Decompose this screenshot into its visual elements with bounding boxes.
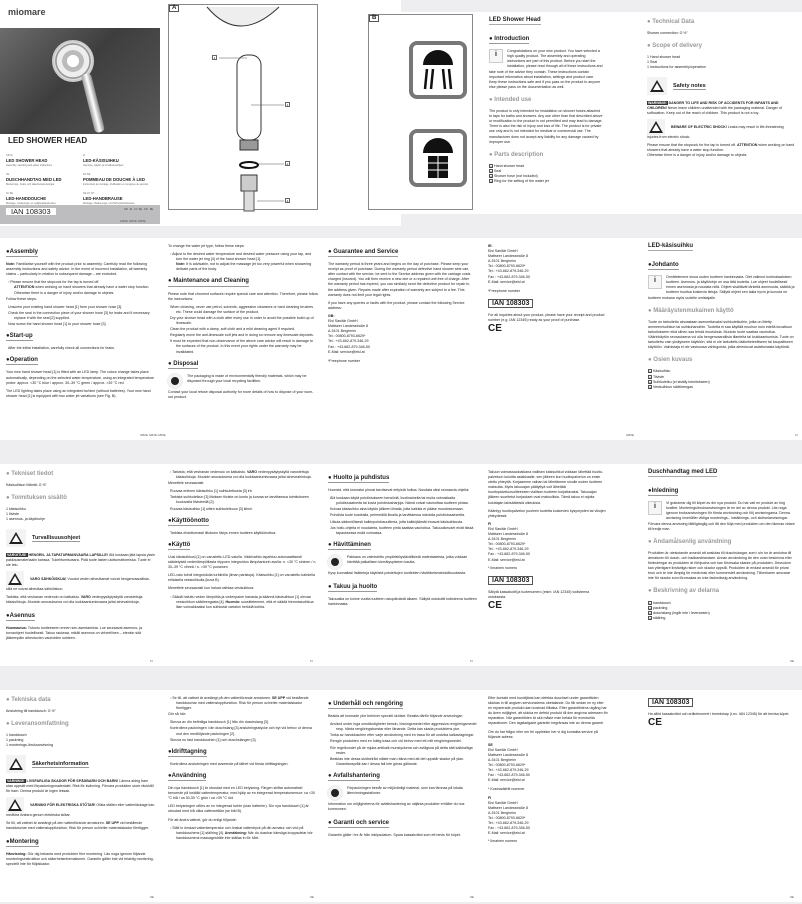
- language-entry: FI LED-KÄSISUIHKU Asennus-, käyttö- ja turvallisuusohjeet: [83, 154, 124, 168]
- language-entry: FR BE POMMEAU DE DOUCHE À LED Instructions de montage, d'utilisation et consignes de sécurité: [83, 173, 149, 187]
- jet-mode-rain: [409, 41, 467, 99]
- recycle-icon: [328, 786, 342, 800]
- heading-parts: ● Parts description: [489, 151, 544, 158]
- heading-guarantee: ● Guarantee and Service: [328, 250, 398, 257]
- jet-mode-massage: [409, 129, 467, 187]
- rain-jet-icon: [413, 45, 463, 95]
- heading-leverans: ● Leveransomfattning: [6, 721, 69, 728]
- heading-kayttoonotto: ●Käyttöönotto: [168, 519, 209, 526]
- info-icon: [648, 275, 662, 289]
- spread-fi: [0, 452, 802, 678]
- heading-avfall: ● Avfallshantering: [328, 774, 380, 781]
- part-item: 4 Ring for the setting of the water jet: [490, 179, 549, 185]
- page-assembly: ●Assembly Note: Familiarise yourself with the product prior to assembly. Carefully read the following assembly instructions and safety advice. In the event of incorrect installation, all warranty claims – particularly in relation to subsequent damage – are excluded. ▫ Please ensure that the stopcock for the tap is turned off. ATTENTION when working on hand showers that already have a water stop function. Otherwise there is a danger of injury and/or damage to objects. Follow these steps: Unscrew your existing hand shower head [1] from your shower hose [3]. Check the seal in the connection piece of your shower hose [3] for leaks and if necessary replace it with the seal [2] supplied. Now screw the hand shower head [1] to your shower hose [3]. ●Start-up After the initial installation, carefully check all connections for leaks. ●Operation Your new hand shower head [1] is fitted with an LED lamp. The colour change takes place automatically, depending on the selected water temperature, using an integrated temperature probe: approx. <30 °C blue / approx. 30–39 °C green / approx. >39 °C red The LED lighting takes place using an integrated turbine (without batteries). Your new hand shower head [1] is equipped with two water jet variations (see Fig. B). To change the water jet type, follow these steps: ▫ Adjust to the desired water temperature and desired water pressure using your tap, and turn the water jet ring [4] of the hand shower head [1]. Note: It is advisable, not to adjust the massage jet too very powerful when showering delicate parts of the body. ● Maintenance and Cleaning Please note that chromed surfaces require special care and attention. Therefore, please follow the instructions: When cleaning, never use petrol, solvents, aggressive cleansers or hard cleaning brushes etc. These could damage the surface of the product. Dry your shower head with a cloth after every use in order to avoid the possible build-up of limescale. Clean the product with a damp, soft cloth and a mild cleaning agent if required. Regularly move the anti-limescale soft jets and in doing so remove any limescale deposits. It must be expected that non-observance of the above care advice will result in damage to the surfaces of the product. In this event your rights under the warranty may be invalidated. ● Disposal The packaging is made of environmentally friendly materials, which may be disposed through your local recycling facilities. Contact your local refuse disposal authority for more details of how to dispose of your worn-out product. GB/IE GB/IE GB/IE: [0, 238, 401, 440]
- heading-huolto: ● Huolto ja puhdistus: [328, 476, 389, 483]
- language-list: [6, 153, 156, 207]
- recycle-icon: [168, 374, 182, 388]
- ian-badge: IAN 108303: [488, 299, 533, 308]
- figure-a: A 4 1 2 3: [168, 4, 318, 210]
- heading-fi-intended: ● Määräystenmukainen käyttö: [648, 307, 734, 314]
- step-item: Check the seal in the connection piece of your shower hose [3] for leaks and if necessary replace it with the seal [2] supplied.: [8, 310, 150, 320]
- heading-toimitus: ● Toimituksen sisältö: [6, 495, 67, 502]
- electric-warning-icon: [8, 573, 22, 585]
- heading-takuu: ● Takuu ja huolto: [328, 585, 377, 592]
- heading-maintenance: ● Maintenance and Cleaning: [168, 279, 249, 286]
- product-title: LED Shower Head: [489, 18, 541, 25]
- heading-garanti: ● Garanti och service: [328, 821, 389, 828]
- address-fi: FI Eisl Sanitär GmbH Mattseer Landesstraße 8 A-5101 Bergheim Tel.: 00800-8793-6629* Tel.: +43-662-879-346-29 Fax : +43-662-879-346-50 E-Mail: service@eisl.at * Ilmainen numero: [488, 795, 530, 844]
- electric-warning-icon: [649, 121, 663, 133]
- tech-safety-column: ● Technical Data Shower connection: G ½" ● Scope of delivery 1 Hand shower head 1 Seal 1 Instructions for assembly/operation Safety notes WARNING! DANGER TO LIFE AND RISK OF ACCIDENTS FOR INFANTS AND CHILDREN! Never leave children unattended with the packaging material. Danger of suffocation. Keep out of the reach of children. This product is not a toy. BEWARE OF ELECTRIC SHOCK! Leaks may result in life-threatening injuries from electric shock. Please ensure that the stopcock for the tap is turned off. ATTENTION when working on hand showers that already have a water stop function. Otherwise there is a danger of injury and/or damage to objects.: [647, 19, 795, 158]
- ian-badge: IAN 108303: [648, 698, 693, 707]
- info-icon: [489, 49, 503, 63]
- electric-warning-icon: [8, 799, 22, 811]
- part-item: 2 Seal: [490, 168, 502, 174]
- heading-montering: ●Montering: [6, 840, 39, 847]
- ce-mark-icon: CE: [488, 323, 502, 335]
- intro-column: LED Shower Head ● Introduction i Congratulations on your new product. You have selected a high quality product. The assembly and operating instructions are part of this product. Before you start the installation, please read through all of these instructions and take note of the advice they contain. These instructions contain important information about installation, settings and product care. Keep these instructions safe and if you pass on the product to anyone else please pass on the documentation as well. ● Intended use The product is only intended for installation on shower hoses attached to taps for baths and showers. Any use other than that described above or modification to the product is not permitted and may lead to damage. There is also the risk of injury and loss of life. The product is for private use only and is not intended for medical or commercial use. The manufacturer does not accept any liability for any damage caused by improper use. ● Parts description 1 Hand shower head 2 Seal 3 Shower hose (not included) 4 Ring for the setting of the water jet: [489, 18, 603, 184]
- heading-se-parts: ● Beskrivning av delarna: [648, 588, 719, 595]
- heading-johdanto: ●Johdanto: [648, 263, 679, 270]
- massage-jet-icon: [413, 133, 463, 183]
- language-entry: SE DUSCHHANDTAG MED LED Monterings-, bruks- och säkerhetsanvisningar: [6, 173, 62, 187]
- pages-fi: ● Tekniset tiedot Käsisuihkun liitäntä: G ½" ● Toimituksen sisältö 1 käsisuihku 1 tiiviste 1 asennus- ja käyttöohje Turvallisuusohjeet VAROITUS! HENGEN- JA TAPATURMANVAARA LAPSILLE! Älä koskaan jätä lapsia yksin pakkausmateriaalin kanssa. Tukehtumisvaara. Pidä tuote lasten ulottumattomissa. Tuote ei ole lelu. VARO SÄHKÖISKUA! Vuodot veden aiheuttamat voivat hengenvaarallisia, sillä ne voivat aiheuttaa sähköiskun. Tarkista, että veshanan vedenulo on katkaistu. VARO vedenpysäytyskyllä varustettuja käsisuihkuja. Muutoin seurauksena voi olla loukkaantumisvaara ja/tai ainevahinkoja. ●Asennus Huomautus: Tutustu tuotteeseen ennen sen asentamista. Lue seuraavat asennus- ja turvaohjeet huolellisesti. Takuu raukeaa, mikäli asennus on virheellinen – etenkin sitä jälkeenpäin aiheutuvien vaurioiden suhteen. ▫ Tarkista, että veshanan vedenulo on katkaistu. VARO vedenpysäytyskyllä varustettuja käsisuihkuja. Muutoin seurauksena voi olla loukkaantumisvaara ja/tai aineveahinkoja. Menettele seuraavasti: Ruuvaa entinen käsisuihku [1] suihkuletkusta [3] irti. Tarkista suihkuletkun [3] liitoksen tiiviste on kunto ja korvaa se tarvittaessa toimitukseen kuuluvalla tiivisteellä [2]. Ruuvaa käsisuihku [1] sitten suihkuletkuun [3] kiinni. ●Käyttöönotto Tarkista ehdottomasti liitoksen tiiviys ennen tuotteen käyttöönottoa. ●Käyttö Uusi käsisuihkusi [1] on varustettu LED-valolla. Väärivaihto tapahtuu automaattisesti säädetyistä vedenlämpötilasta riippuen integroidun lämpöanturin avulla: n. <30 °C sininen / n. 30–39 °C vihreä / n. >39 °C punainen LED-valo toimii integroidulla turbiinilla (ilman paristoja). Käsisuihku [1] on varustettu kahdella erilaisella vesisuihkulla (kuva B). Menettele seuraavasti kun haluat vaihtaa vesisuihkua: ▫ Säädä haluttu veden lämpötila ja vedenpaine hanasta ja käännä käsisuihkun [1] olevaa vesisuihkun säätörengasta [4]. Huomio: suosittelemme, että et säädä hierontasuihkua liian voimakkaaksi kun suihkutat vartalon herkkiä kohtia. ● Huolto ja puhdistus Huomioi, että kromatut pinnat tarvitsevat erityistä hoitoa. Noudata siksi seuraavia ohjeita: Älä koskaan käytä puhdistukseen bensiiniä, liuotinaineita tai muita voimakkaita puhdistusaineita tai kovia puhdistusharjoja. Nämä voivat vaurioittaa tuotteen pintaa. Kuivaa käsisuihku aina käytön jälkeen liinalla, jotta kalkkia ei pääse muodostumaan. Puhdista tuote kostealla, pehmeällä liinalla ja tarvittaessa miedolla puhdistusaineella. Liikuta säännöllisesti kalkinpoistosuuttimia, jotta kalkkijäämät irtoavat käsisuihkusta. Jos hoito-ohjeita ei noudateta, tuotteen pinta saattaa vaurioitua. Takuuoikeudet eivät tässä tapauksessa enää voimassa. ● Hävittäminen Pakkaus on valmistettu ympäristöystävällisistä materiaaleista, jotka voidaan hävittää paikallisen kierrätyspisteen kautta. Kysy kunnaltasi lisätietoja käytöstä poistettujen tuotteiden hävittämismahdollisuuksista. ● Takuu ja huolto Takuuaika on kolme vuotta tuotteen ostopäivästä alkaen. Säilytä ostokuitti todisteena tuotteen hankinnasta. Takuun voimassaoloaikana viallisen käsisuihkut voidaan lähettää huolto-palveluun kuluitta asiakkaalle, sen jälkeen kun huoltopalvelun on ensin otettu yhteyttä. Korjaamme vaihan tai lähetämme sinulle uuden tuotteen maksutta. Myös takuuajan päätyttyä voit lähettää huoltopalveluosoitteeseen viallisen tuotteen korjattavaksi. Takuuajan jälkeen suoritetut korjaukset ovat maksullisia. Tämä takuu ei rajoita kuluttajan lakisääteisiä oikeuksia. Kääntyy huoltopalvelun puoleen tuotetta koskevien kysymysten tai vikojen yhteydessä: FI Eisl Sanitär GmbH Mattseer Landesstraße 8 A-5101 Bergheim Tel.: 00800-8793-6629* Tel.: +43-662-879-346-29 Fax : +43-662-879-346-50 E-Mail: service@eisl.at * Ilmainen numero IAN 108303 Säilytä kassakuitti ja tuotenumero (esim. IAN 12345) todisteena ostoksesta. CE Duschhandtag med LED ●Inledning i Vi gratulerar dig till köpet av din nya produkt. Du har valt en produkt av hög kvalitet. Monterings/bruksanvisningen är en del av denna produkt. Läs noga igenom bruksanvisningen för första användning och följ anvisningarna. Denna anvisning innehåller viktiga monterings-, inställnings- och skötselanvisningar. Förvara denna anvisning lättillgänglig och låt den följa med produkten om den lämnas vidare till tredje man. ● Ändamålsenlig användning Produkten är uteslutande avsedd att anslutas till duschslangar, som i sin tur är anslutna till armaturen till dusch- och badkarsblandare. Annan användning än den ovan beskrivna eller förändringar av produkten är förbjudna och kan förorsaka skador på produkten. Dessutom kan ytterligare livsfarliga risker och skador uppstå. Produkten är endast avsedd för privat bruk och är inte lämplig för medicinsk eller kommersiell användning. Tillverkaren ansvarar inte för skador som förorsakas av icke fackmässig användning. ● Beskrivning av delarna 1 handdusch 2 packning 3 duschslang (ingår inte i leveransen) 4 ställring FI FI FI SE: [0, 464, 802, 666]
- heading-asennus: ●Asennus: [6, 614, 35, 621]
- step-item: Now screw the hand shower head [1] to your shower hose [3].: [8, 322, 107, 327]
- heading-scope: ● Scope of delivery: [647, 43, 702, 50]
- cover-title: LED SHOWER HEAD: [8, 136, 88, 145]
- heading-se-intended: ● Ändamålsenlig användning: [648, 538, 732, 545]
- step-item: Unscrew your existing hand shower head [1] from your shower hose [3].: [8, 304, 123, 309]
- heading-assembly: ●Assembly: [6, 250, 38, 257]
- heading-anvandning: ●Användning: [168, 774, 206, 781]
- heading-havittaminen: ● Hävittäminen: [328, 543, 371, 550]
- ce-mark-icon: CE: [488, 599, 502, 611]
- shower-handle-image: [81, 73, 105, 134]
- info-icon: [648, 501, 662, 515]
- warning-triangle-icon: [650, 80, 664, 92]
- heading-fi-parts: ● Osien kuvaus: [648, 357, 693, 364]
- heading-technical-data: ● Technical Data: [647, 19, 695, 25]
- heading-intended-use: ● Intended use: [489, 96, 532, 103]
- ian-badge: IAN 108303: [488, 576, 533, 585]
- page-intro: [372, 12, 802, 214]
- heading-operation: ●Operation: [6, 358, 38, 365]
- product-photo: [0, 28, 160, 134]
- shower-diagram-icon: [169, 5, 319, 211]
- ian-number: IAN 108303: [6, 208, 56, 215]
- heading-tekniska: ● Tekniska data: [6, 697, 51, 703]
- language-entry: DE AT CH LED-HANDBRAUSE Montage-, Bedienungs- und Sicherheitshinweise: [83, 192, 135, 206]
- heading-kaytto: ●Käyttö: [168, 543, 190, 550]
- spread-gb-2: [0, 226, 802, 452]
- address-fi: FI Eisl Sanitär GmbH Mattseer Landesstraße 8 A-5101 Bergheim Tel.: 00800-8793-6629* Tel.: +43-662-879-346-29 Fax : +43-662-879-346-50 E-Mail: service@eisl.at * Ilmainen numero: [488, 521, 530, 570]
- part-item: 1 Hand shower head: [490, 163, 525, 169]
- heading-tekniset: ● Tekniset tiedot: [6, 471, 54, 477]
- heading-introduction: ● Introduction: [489, 37, 529, 44]
- heading-inledning: ●Inledning: [648, 489, 678, 496]
- brand-logo: miomare: [8, 7, 46, 17]
- parts-list: [489, 164, 603, 184]
- address-ie: IE: Eisl Sanitär GmbH Mattseer Landesstraße 8 A-5101 Bergheim Tel.: 00800-8793-6629* Tel.: +43-662-879-346-29 Fax : +43-662-879-346-50 E-Mail: service@eisl.at *Freephone number: [488, 244, 530, 293]
- recycle-icon: [328, 555, 342, 569]
- heading-idrifttagning: ●Idrifttagning: [168, 750, 207, 757]
- address-se: SE Eisl Sanitär GmbH Mattseer Landesstraße 8 A-5101 Bergheim Tel.: 00800-8793-6629* Tel.: +43-662-879-346-29 Fax : +43-662-879-346-50 E-Mail: service@eisl.at * Kostnadsfritt nummer: [488, 742, 530, 791]
- address-gb: GB: Eisl Sanitär GmbH Mattseer Landesstraße 8 A-5101 Bergheim Tel.: 00800-8793-6629* Tel.: +43-662-879-346-29 Fax : +43-662-879-346-50 E-Mail: service@eisl.at *Freephone number: [328, 313, 370, 363]
- ce-mark-icon: CE: [648, 717, 662, 729]
- spread-cover: [0, 0, 802, 226]
- part-item: 3 Shower hose (not included): [490, 173, 538, 180]
- heading-disposal: ● Disposal: [168, 362, 198, 369]
- heading-underhall: ● Underhåll och rengöring: [328, 702, 403, 709]
- page-guarantee-content: ● Guarantee and Service The warranty period is three years and begins on the day of purchase. Please keep your receipt as proof of purchase. During the warranty period defective hand shower sets can, after contact with the service, be sent to the Service address given with the carriage costs charged (insured). You will then receive a new one or a repaired unit free of charge. After the warranty period has expired, you can similarly send the defective product for repair to the address given. Repairs made after expiration of warranty are subject to a fee. This warranty does not limit your legal rights. If you have any queries or faults with the product, please contact the following Service address: GB: Eisl Sanitär GmbH Mattseer Landesstraße 8 A-5101 Bergheim Tel.: 00800-8793-6629* Tel.: +43-662-879-346-29 Fax : +43-662-879-346-50 E-Mail: service@eisl.at *Freephone number IE: Eisl Sanitär GmbH Mattseer Landesstraße 8 A-5101 Bergheim Tel.: 00800-8793-6629* Tel.: +43-662-879-346-29 Fax : +43-662-879-346-50 E-Mail: service@eisl.at *Freephone number IAN 108303 For all inquiries about your product, please have your receipt and product number (e.g. IAN 12345) ready as your proof of purchase. CE LED-käsisuihku ●Johdanto i Onnittelemme sinua uuden tuotteen hankinnasta. Olet valinnut korkealaatuisen tuotteen. Asennus- ja käyttöohje on osa tätä tuotetta. Lue ohjeet huolellisesti ennen asennusta ja noudata niitä. Ohjeet sisältävät tärkeitä asennusta, säätöä ja tuotteen huoltoa koskevia tietoja. Säilytä ohjeet sen takia hyvin ja luovuta ne tuotteen mukana myös uudelle omistajalle. ● Määräystenmukainen käyttö Tuote on tarkoitettu ainoastaan asennettavaksi suihkuletkuihin, jotka on liitetty ammeen/suihkun tai suihkuhanoihin. Tuotetta ei saa käyttää muuhun kuin edellä kuvattuun tarkoitukseen eikä siihen saa tehdä muutoksia. Muutoin tuote saattaa vaurioitua. Väärinkäytön seurauksena voi olla hengenvaarallisia tilanteita tai loukkaantumisia. Tuote on tarkoitettu vain yksityiseen käyttöön, sitä ei ole tarkoitettu lääketieteelliseen tai kaupalliseen käyttöön. Valmistaja ei ole vastuussa vahingoista, jotka aiheutuvat asiattomasta käytöstä. ● Osien kuvaus 1 Käsisuihku 2 Tiiviste 3 Suihkuletku (ei sisälly toimitukseen) 4 Vesisuihkun säätörengas GB/IE FI: [326, 238, 802, 440]
- country-codes: GB · IE · FI / SE · FR · BE: [124, 208, 154, 211]
- warning-triangle-icon: [9, 758, 23, 770]
- language-entry: GB IE LED SHOWER HEAD Assembly, operating and safety instructions: [6, 154, 52, 168]
- figure-b: B: [368, 14, 473, 210]
- warning-triangle-icon: [9, 532, 23, 544]
- language-entry: NL BE LED-HANDDOUCHE Montage-, bedienings- en veiligheidsinstructies: [6, 192, 56, 206]
- spread-se: [0, 678, 802, 904]
- cover-page: miomare LED SHOWER HEAD GB IE LED SHOWER HEAD Assembly, operating and safety instructions FI LED-KÄSISUIHKU Asennus-, käyttö- ja turvallisuusohjeet SE DUSCHHANDTAG MED LED Monterings-, bruks- och säkerhetsanvisningar FR BE POMMEAU DE DOUCHE À LED Instructions de montage, d'utilisation et consignes de sécurité NL BE LED-HANDDOUCHE Montage-, bedienings- en veiligheidsinstructies DE AT CH LED-HANDBRAUSE Montage-, Bedienungs- und Sicherheitshinweise IAN 108303 GB · IE · FI / SE · FR · BE A 4 1 2 3 GB/IE GB/IE GB/IE: [0, 0, 401, 226]
- heading-startup: ●Start-up: [6, 334, 33, 341]
- pages-se: ● Tekniska data Anslutning till handdusch: G ½" ● Leveransomfattning 1 handdusch 1 packning 1 monterings-/bruksanvisning Säkerhetsinformation VARNING! LIVSFARLIGA SKADOR FÖR SPÄDBARN OCH BARN! Lämna aldrig barn utan uppsikt med förpackningsmaterialet. Risk för kvävning. Förvara produkten utom räckhåll för barn. Denna produkt är ingen leksak. VARNING FÖR ELEKTRISKA STÖTAR! Otäta ställen eller vattenläckage kan medföra livsfara genom elektriska stötar. Se till, att vattnet är avstängt på den vattenförande armaturen. SE UPP vid bestående handduschar med vattenstoppfunktion. Risk för person och/eller materialskador föreligger. ●Montering Hänvisning: Gör dig bekanta med produkten före montering. Läs noga igenom följande monteringsinstruktion och säkerhetsinformationen. Garantin gäller inte vid felaktig montering, speciellt inte för följdskador. ▫ Se till, att vattnet är avstängt på den vattenförande armaturen. SE UPP vid bestående handduschar med vattenstoppfunktion. Risk för person och/eller materialskador föreligger. Gör så här: Skruva av din befintliga handdusch [1] från din duschslang [3]. Kontrollera packningen i din duschslang [3] anslutningsstycke och byt vid behov ut denna mot den medföljande packningen [2]. Skruva nu fast handduschen [1] och duschslangen [3]. ●Idrifttagning Kontrollera anslutningen med avseende på täthet vid första idrifttagningen. ●Användning Din nya handdusch [1] är utrustad med en LED belysning. Färgen skiftar automatiskt beroende på inställd vattentemperatur, med hjälp av en integrerad temperatursensor: ca <30 °C blå / ca 30-39 °C grön / ca >39 °C röd LED belysningen utförs av en integrerad turbin (utan batterier). Din nya handdusch [1] är utrustad med två olika vattenstrålar (se bild B). För att ändra vattnet, gör du enligt följande: ▫ Ställ in önskad vattentemperatur och önskat vattentryck på din armatur och vrid på handduschens [1] ställring [4]. Anmärkning: När du duschar känsliga kroppsdelar bör handduschens massagestråle inte ställas in för hårt. ● Underhåll och rengöring Beakta att kromade ytor behöver speciell skötsel. Beakta därför följande anvisningar: Använd under inga omständigheter bensin, lösningsmedel eller aggressiva rengöringsmedel resp. hårda rengöringsborstar eller liknande. Detta kan skada produktens ytor. Torka av handduschen efter varje användning med en trasa för att undvika kalkavlagringar. Rengör produkten med en fuktig trasa och vid behov med ett milt rengöringsmedel. Rör regelbundet på de mjuka antikalk munstyckena och avlägsna på detta sätt kalkhaltiga rester. Beaktas inte dessa skötselråd måste man räkna med att det uppstår skador på ytan. Garantianspråk kan i dessa fall inte göras gällande. ● Avfallshantering Förpackningen består av miljövänligt material, som kan lämnas på lokala återvinningsstationer. Information om möjligheterna för avfallshantering av uttjänta produkter erhåller du hos kommunen. ● Garanti och service Garantin gäller i tre år från inköpsdatum. Spara kassakvittot som ett bevis för köpet. Efter kontakt med kundtjänst kan defekta duschset under garantitiden skickas in till angiven serviceadress obetalande. Du får sedan en ny eller en reparerade produkt utan kostnad tillbaka. Efter garantitidens utgång har du även möjlighet, att skicka en defekt produkt till den angivna adressen för reparation. När garantitiden är slut måste man betala för eventuella reparationer. Den lagstadgade garantin begränsas inte av denna garanti. Om du har frågor eller om fel uppträder ber vi dig kontakta service på följande adress: SE Eisl Sanitär GmbH Mattseer Landesstraße 8 A-5101 Bergheim Tel.: 00800-8793-6629* Tel.: +43-662-879-346-29 Fax : +43-662-879-346-50 E-Mail: service@eisl.at * Kostnadsfritt nummer FI Eisl Sanitär GmbH Mattseer Landesstraße 8 A-5101 Bergheim Tel.: 00800-8793-6629* Tel.: +43-662-879-346-29 Fax : +43-662-879-346-50 E-Mail: service@eisl.at * Ilmainen numero IAN 108303 Ha alltid kassakvittot och artikelnumret i beredskap (t.ex. IAN 12345) för att bevisa köpet. CE SE SE SE SE: [0, 690, 802, 902]
